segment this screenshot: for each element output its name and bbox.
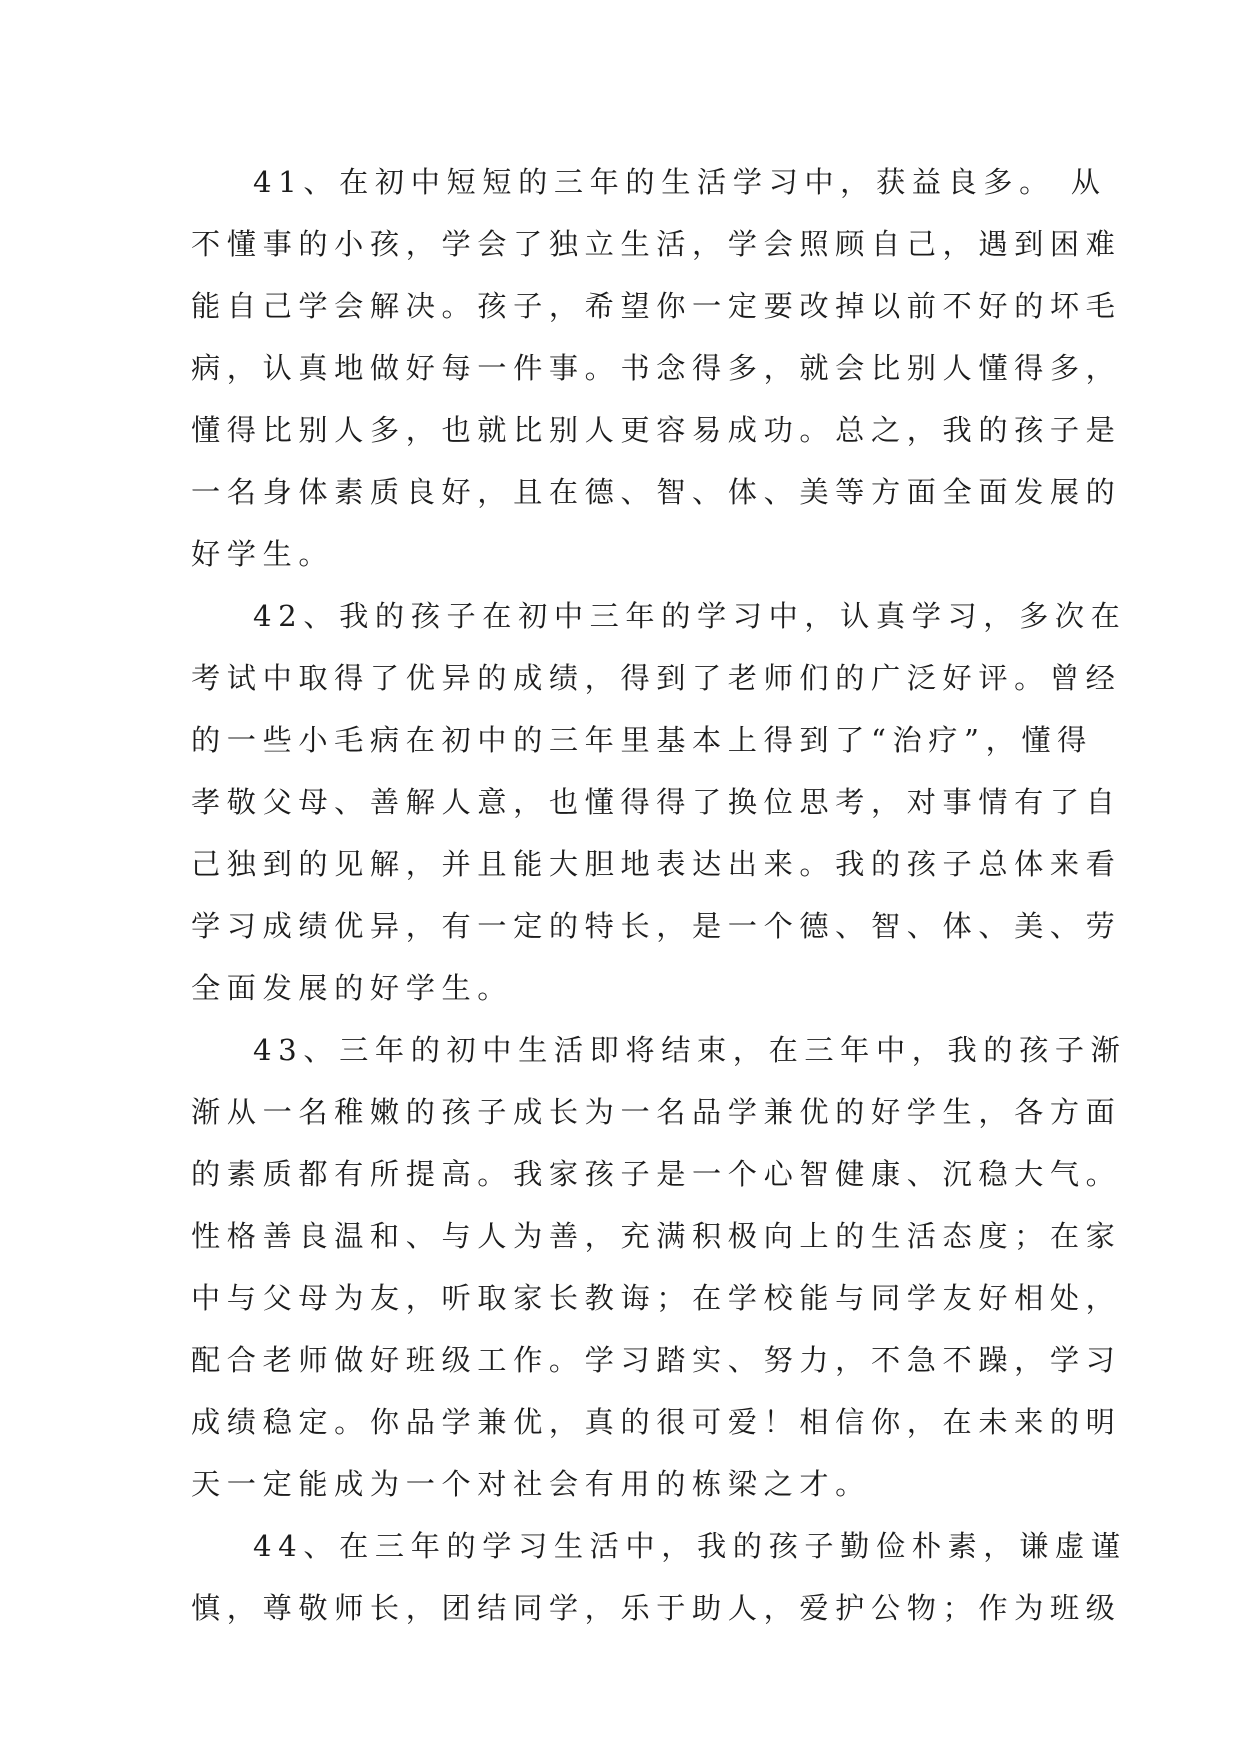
paragraph-41-line-2: 不懂事的小孩，学会了独立生活，学会照顾自己，遇到困难 (191, 227, 1122, 261)
paragraph-41-line-3: 能自己学会解决。孩子，希望你一定要改掉以前不好的坏毛 (191, 289, 1122, 323)
paragraph-44-line-1: 44、在三年的学习生活中，我的孩子勤俭朴素，谦虚谨 (253, 1529, 1127, 1563)
paragraph-42-line-7: 全面发展的好学生。 (191, 971, 514, 1005)
paragraph-42-line-4: 孝敬父母、善解人意，也懂得得了换位思考，对事情有了自 (191, 785, 1122, 819)
paragraph-43-line-3: 的素质都有所提高。我家孩子是一个心智健康、沉稳大气。 (191, 1157, 1122, 1191)
paragraph-41-line-6: 一名身体素质良好，且在德、智、体、美等方面全面发展的 (191, 475, 1122, 509)
paragraph-42-line-5: 己独到的见解，并且能大胆地表达出来。我的孩子总体来看 (191, 847, 1122, 881)
paragraph-41-line-1: 41、在初中短短的三年的生活学习中，获益良多。 从 (253, 165, 1107, 199)
paragraph-42-line-2: 考试中取得了优异的成绩，得到了老师们的广泛好评。曾经 (191, 661, 1122, 695)
paragraph-43-line-5: 中与父母为友，听取家长教诲；在学校能与同学友好相处， (191, 1281, 1122, 1315)
paragraph-43-line-7: 成绩稳定。你品学兼优，真的很可爱！相信你，在未来的明 (191, 1405, 1122, 1439)
paragraph-41-line-5: 懂得比别人多，也就比别人更容易成功。总之，我的孩子是 (191, 413, 1122, 447)
paragraph-43-line-2: 渐从一名稚嫩的孩子成长为一名品学兼优的好学生，各方面 (191, 1095, 1122, 1129)
paragraph-41-line-7: 好学生。 (191, 537, 335, 571)
paragraph-42-line-1: 42、我的孩子在初中三年的学习中，认真学习，多次在 (253, 599, 1127, 633)
paragraph-42-line-3: 的一些小毛病在初中的三年里基本上得到了“治疗”，懂得 (191, 723, 1093, 757)
paragraph-43-line-4: 性格善良温和、与人为善，充满积极向上的生活态度；在家 (191, 1219, 1122, 1253)
paragraph-44-line-2: 慎，尊敬师长，团结同学，乐于助人，爱护公物；作为班级 (191, 1591, 1122, 1625)
paragraph-43-line-1: 43、三年的初中生活即将结束，在三年中，我的孩子渐 (253, 1033, 1127, 1067)
paragraph-42-line-6: 学习成绩优异，有一定的特长，是一个德、智、体、美、劳 (191, 909, 1122, 943)
paragraph-41-line-4: 病，认真地做好每一件事。书念得多，就会比别人懂得多， (191, 351, 1122, 385)
paragraph-43-line-8: 天一定能成为一个对社会有用的栋梁之才。 (191, 1467, 871, 1501)
paragraph-43-line-6: 配合老师做好班级工作。学习踏实、努力，不急不躁，学习 (191, 1343, 1122, 1377)
